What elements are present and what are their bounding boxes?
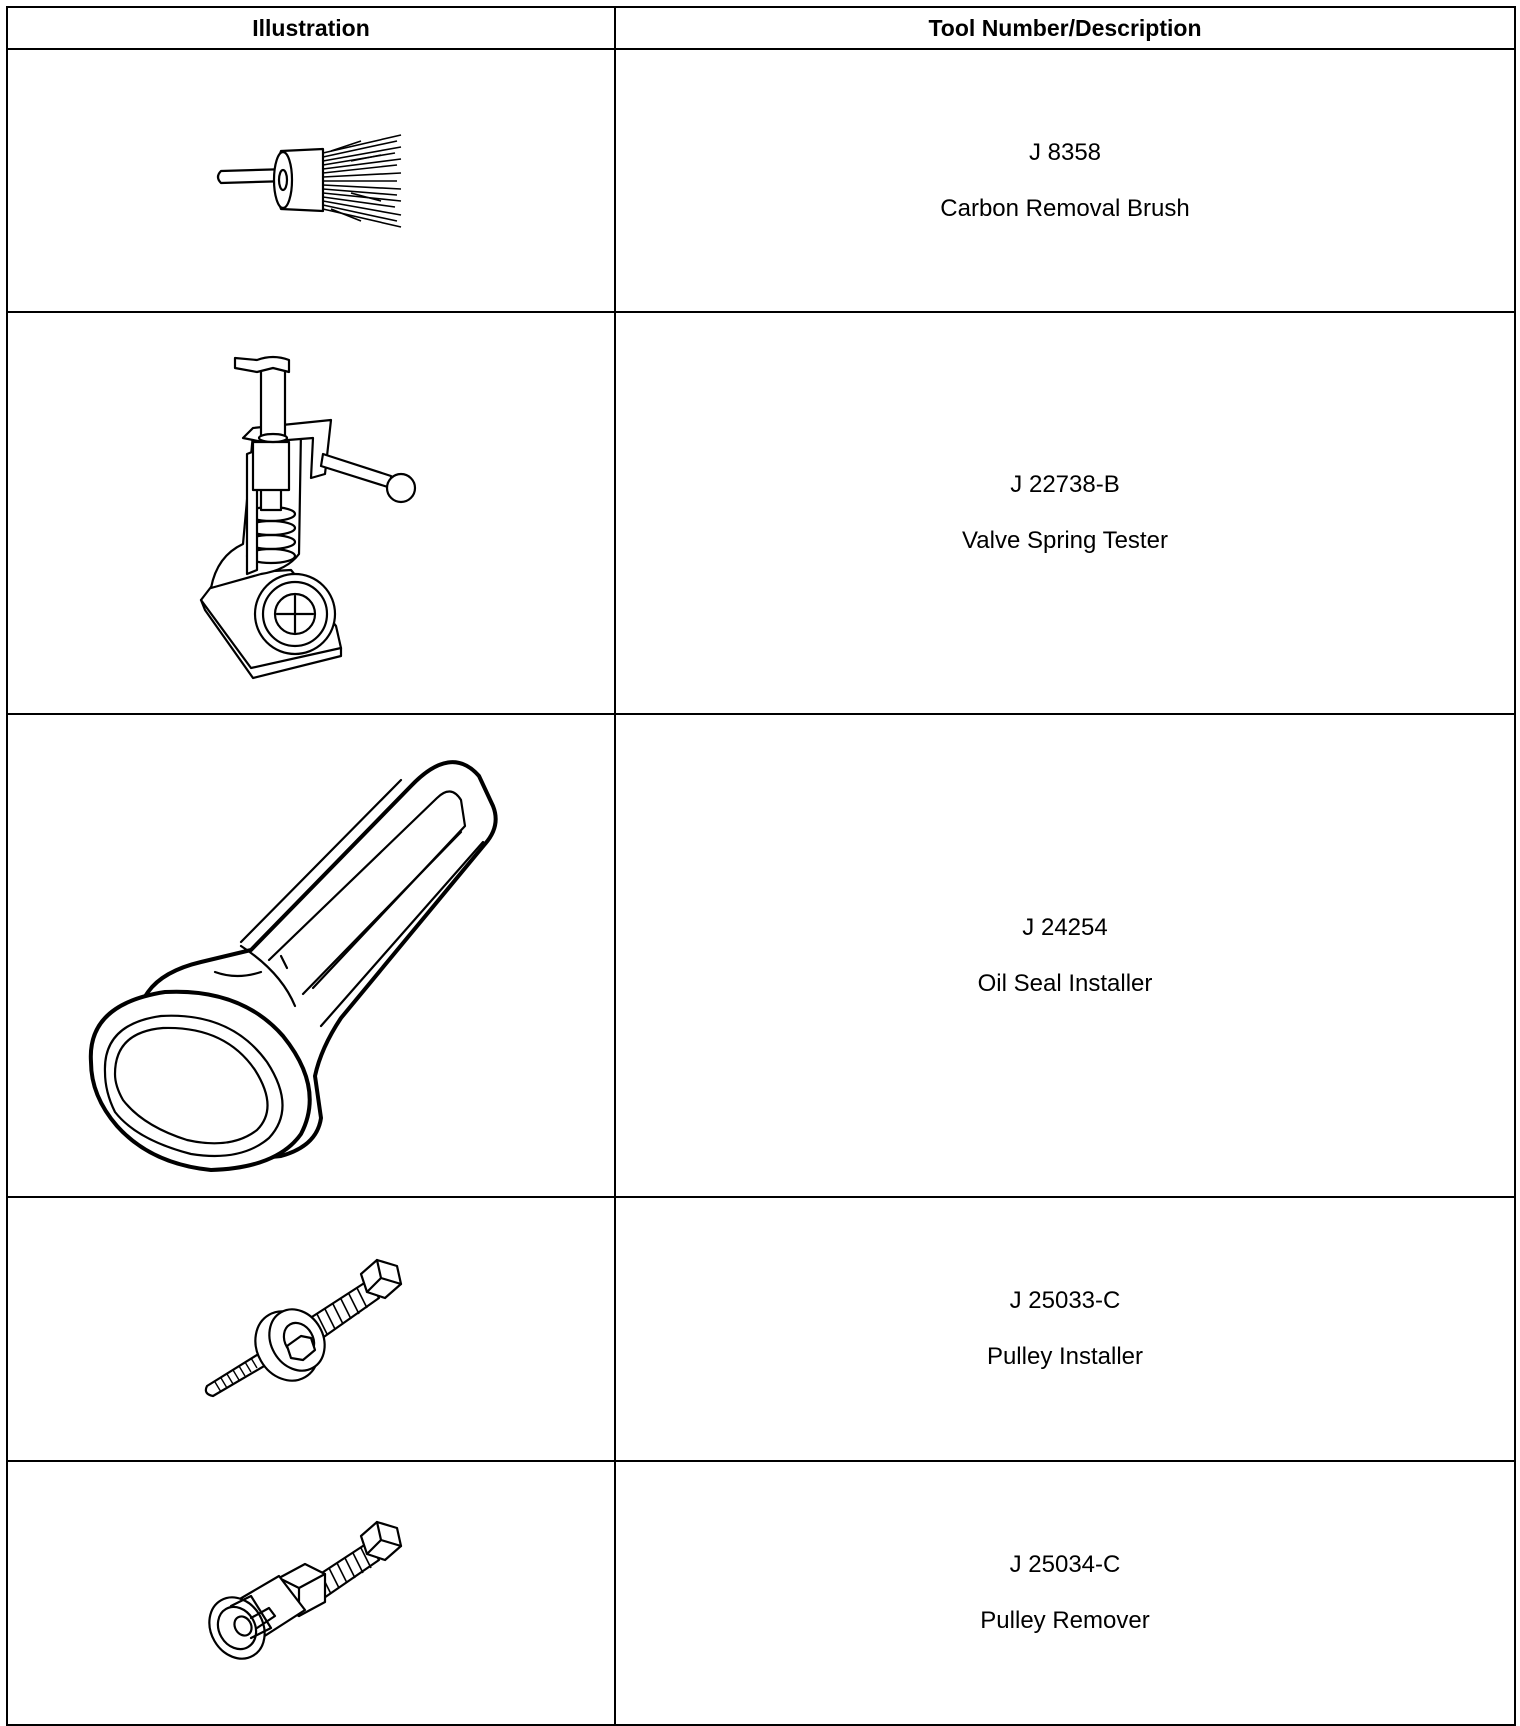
illustration-column-header: Illustration: [7, 7, 615, 49]
table-row: [7, 714, 1515, 1197]
illustration-cell: [7, 312, 615, 714]
description-cell: [615, 1197, 1515, 1461]
tool-number: J 8358: [1028, 138, 1102, 166]
valve-spring-tester-icon: [191, 338, 431, 688]
tool-description: Oil Seal Installer: [977, 969, 1153, 997]
table-row: [7, 49, 1515, 312]
illustration-cell: [7, 1461, 615, 1725]
illustration-cell: [7, 714, 615, 1197]
table-row: [7, 1461, 1515, 1725]
tool-description: Pulley Remover: [980, 1607, 1150, 1634]
tool-number: J 25033-C: [1009, 1287, 1121, 1314]
tool-description: Pulley Installer: [986, 1343, 1144, 1370]
tool-description: Valve Spring Tester: [962, 527, 1168, 554]
oil-seal-installer-icon: [81, 736, 541, 1176]
table-row: [7, 312, 1515, 714]
tool-column-header: Tool Number/Description: [615, 7, 1515, 49]
pulley-remover-icon: [201, 1518, 421, 1668]
illustration-cell: [7, 1197, 615, 1461]
tool-description: Carbon Removal Brush: [940, 194, 1190, 222]
pulley-installer-icon: [201, 1254, 421, 1404]
carbon-removal-brush-icon: [211, 131, 411, 231]
tool-number: J 22738-B: [1010, 471, 1120, 498]
description-cell: [615, 1461, 1515, 1725]
description-cell: [615, 312, 1515, 714]
tool-number: J 25034-C: [1009, 1551, 1121, 1578]
table-header-row: [7, 7, 1515, 49]
tool-number: J 24254: [1022, 913, 1108, 941]
description-cell: [615, 49, 1515, 312]
special-tools-table: [6, 6, 1516, 1726]
table-row: [7, 1197, 1515, 1461]
illustration-cell: [7, 49, 615, 312]
description-cell: [615, 714, 1515, 1197]
